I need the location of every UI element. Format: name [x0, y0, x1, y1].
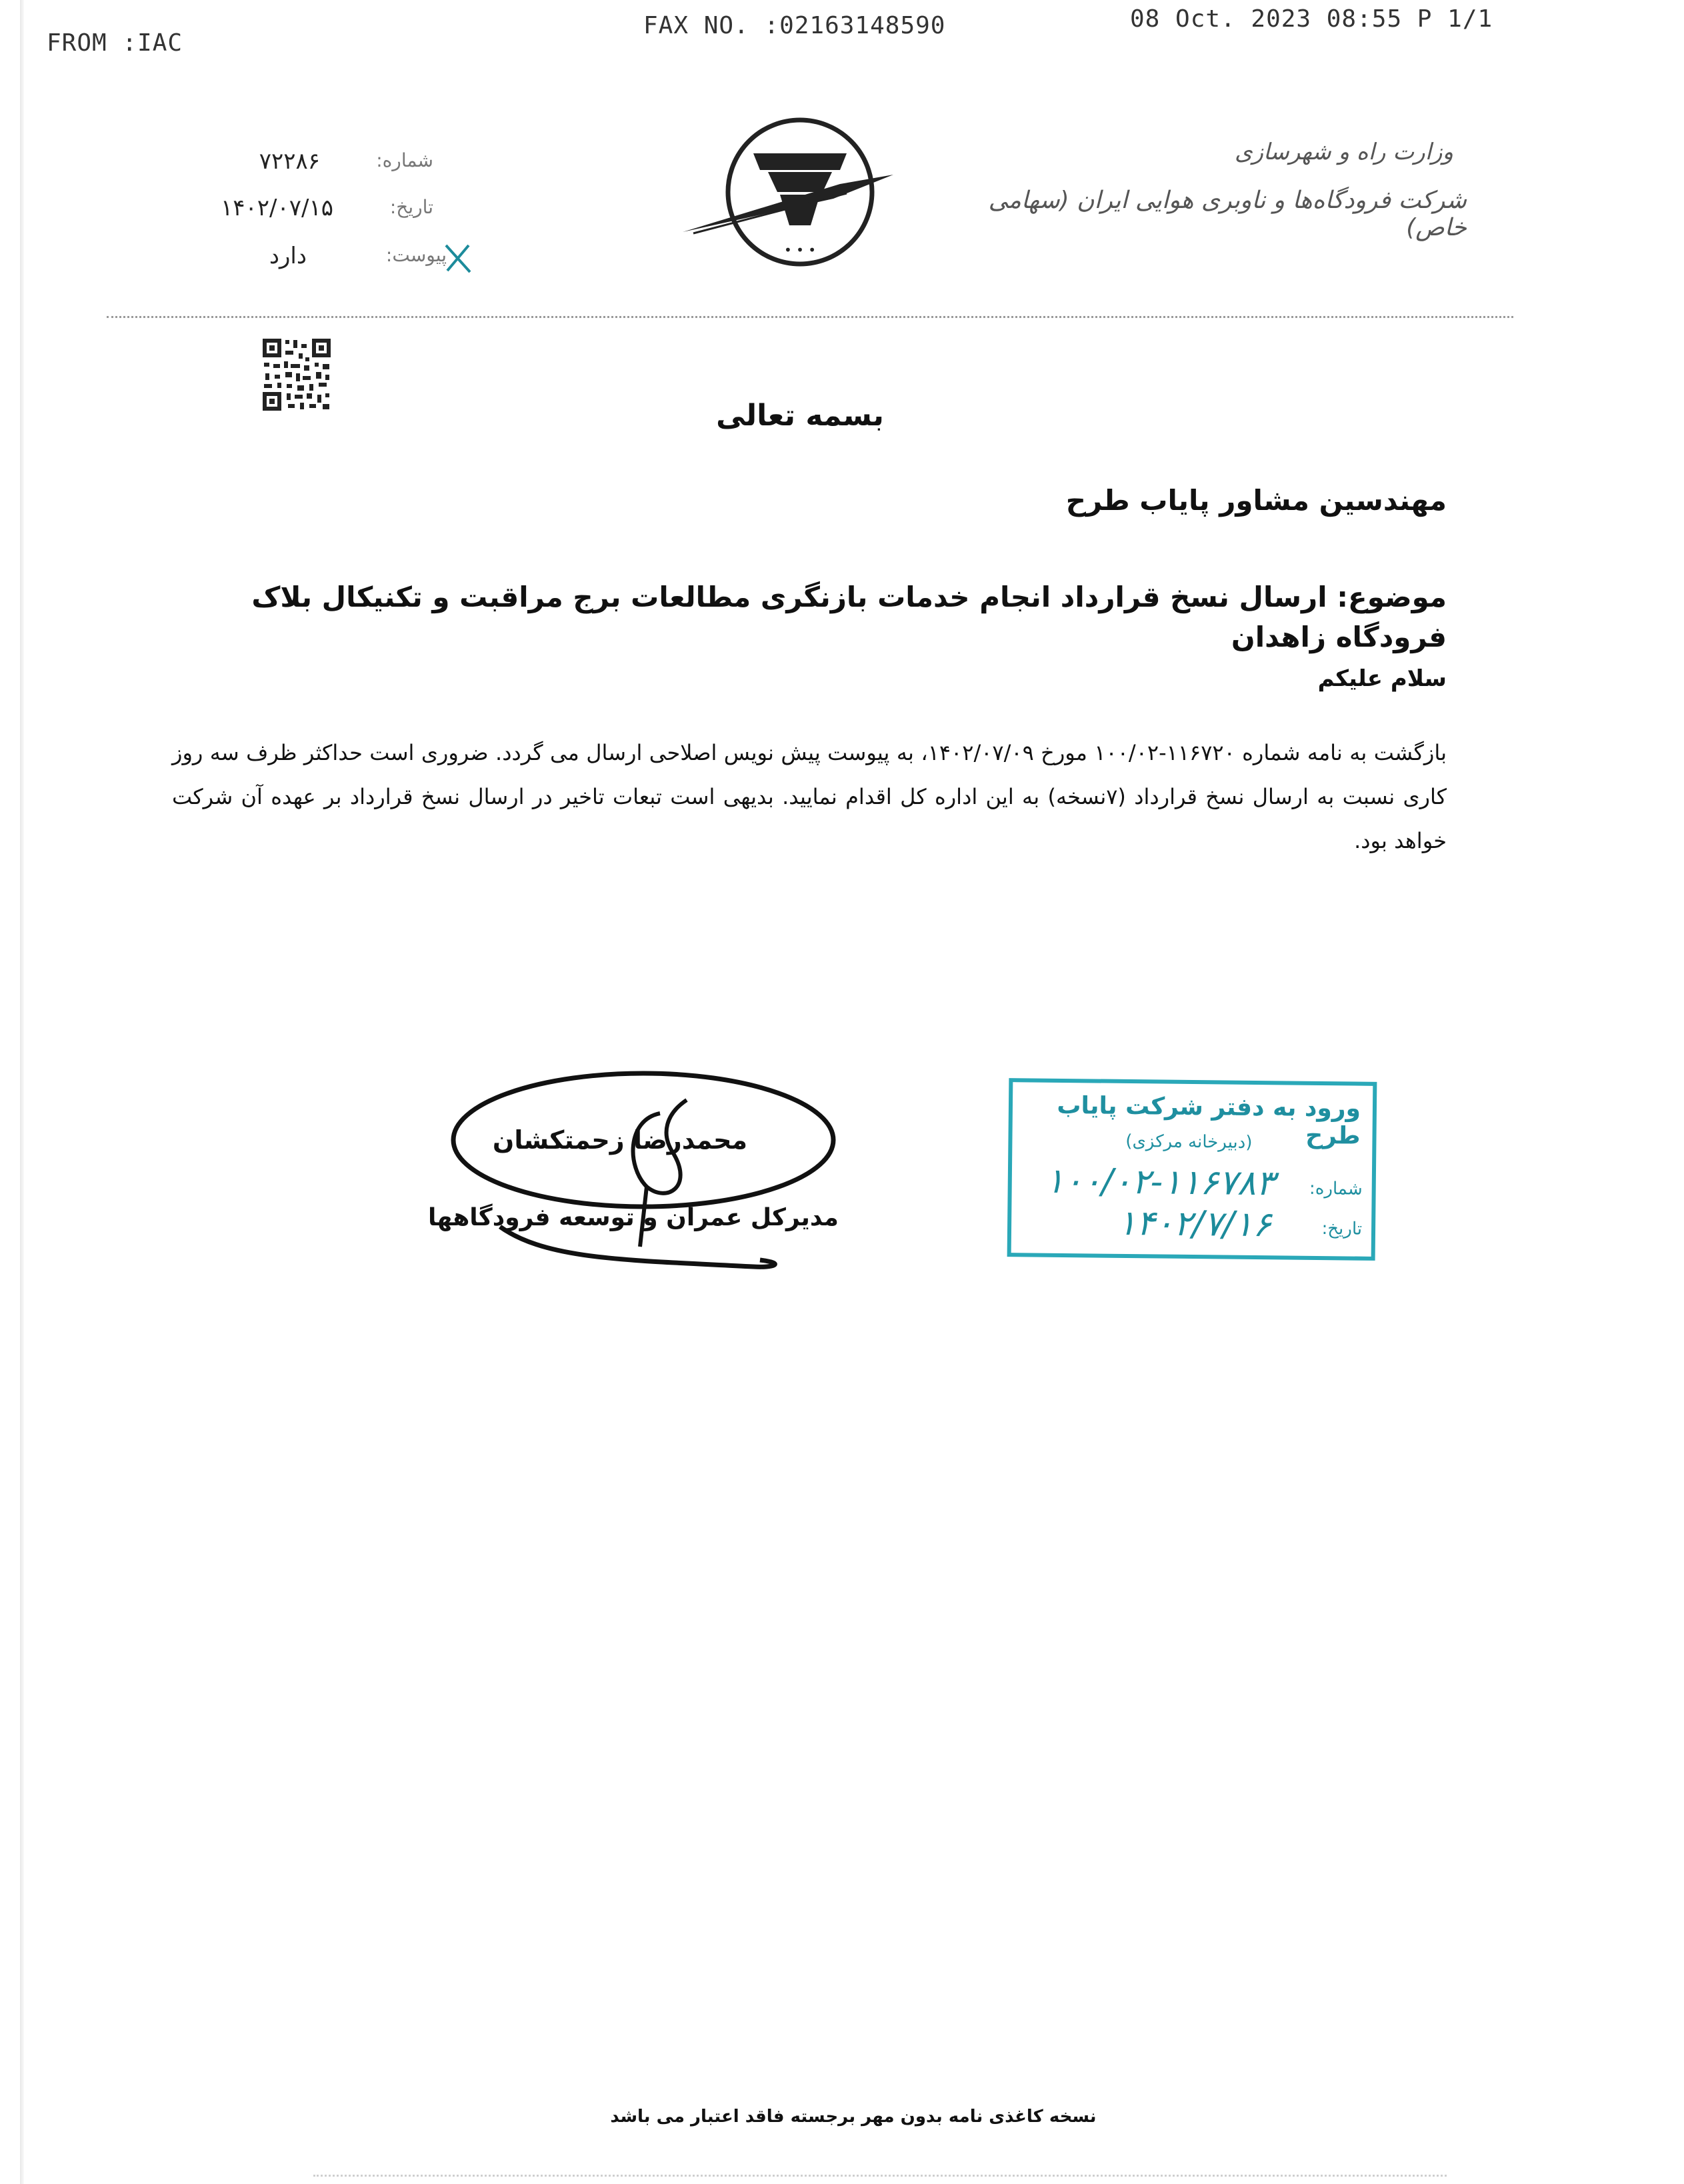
stamp-title: ورود به دفتر شرکت پایاب طرح	[1057, 1091, 1361, 1150]
receipt-stamp	[1007, 1078, 1377, 1261]
signatory-title: مدیرکل عمران و توسعه فرودگاهها	[428, 1204, 839, 1231]
footer-note: نسخه کاغذی نامه بدون مهر برجسته فاقد اعتبار می باشد	[610, 2107, 1097, 2127]
letter-number-value: ۷۲۲۸۶	[259, 148, 320, 175]
greeting: سلام علیکم	[1317, 665, 1447, 692]
svg-text:• • •: • • •	[783, 242, 817, 258]
invocation-heading: بسمه تعالی	[716, 399, 884, 433]
stamp-number-value: ۱۰۰/۰۲-۱۱۶۷۸۳	[1045, 1161, 1275, 1204]
letter-body: بازگشت به نامه شماره ۱۱۶۷۲۰-۱۰۰/۰۲ مورخ ۱۴۰۲/۰۷/۰۹، به پیوست پیش نویس اصلاحی ارسال می گردد. ضروری است حداکثر ظرف سه روز کاری نسبت به ارسال نسخ قرارداد (۷نسخه) به این اداره کل اقدام نمایید. بدیهی است تبعات تاخیر در ارسال نسخ قرارداد بر عهده آن شرکت خواهد بود.	[172, 740, 1447, 853]
stamp-date-label: تاریخ:	[1321, 1219, 1363, 1239]
attachment-label: پیوست:	[385, 244, 447, 266]
attachment-value: دارد	[269, 243, 307, 269]
fax-from: FROM :IAC	[47, 29, 183, 57]
signatory-name: محمدرضا زحمتکشان	[492, 1125, 748, 1155]
fax-timestamp: 08 Oct. 2023 08:55 P 1/1	[1130, 5, 1493, 33]
stamp-number-label: شماره:	[1309, 1178, 1363, 1199]
letter-date-label: تاریخ:	[389, 196, 433, 218]
letter-date-value: ۱۴۰۲/۰۷/۱۵	[220, 195, 333, 221]
letter-number-label: شماره:	[376, 149, 433, 171]
org-ministry: وزارت راه و شهرسازی	[1234, 139, 1453, 165]
check-mark-icon	[443, 241, 473, 275]
stamp-date-value: ۱۴۰۲/۷/۱۶	[1117, 1203, 1272, 1245]
footer-address-remnant	[313, 2175, 1447, 2177]
org-company: شرکت فرودگاه‌ها و ناوبری هوایی ایران (سهامی خاص)	[988, 187, 1467, 241]
airports-company-emblem	[680, 113, 900, 273]
handwritten-signature	[413, 1060, 853, 1280]
stamp-subtitle: (دبیرخانه مرکزی)	[1125, 1131, 1253, 1153]
scan-left-edge	[20, 0, 24, 2184]
header-separator	[107, 316, 1513, 318]
fax-number: FAX NO. :02163148590	[643, 12, 946, 39]
qr-code	[261, 337, 332, 412]
subject-line: موضوع: ارسال نسخ قرارداد انجام خدمات بازنگری مطالعات برج مراقبت و تکنیکال بلاک فرودگاه زاهدان	[251, 581, 1447, 653]
recipient: مهندسین مشاور پایاب طرح	[1065, 484, 1447, 517]
